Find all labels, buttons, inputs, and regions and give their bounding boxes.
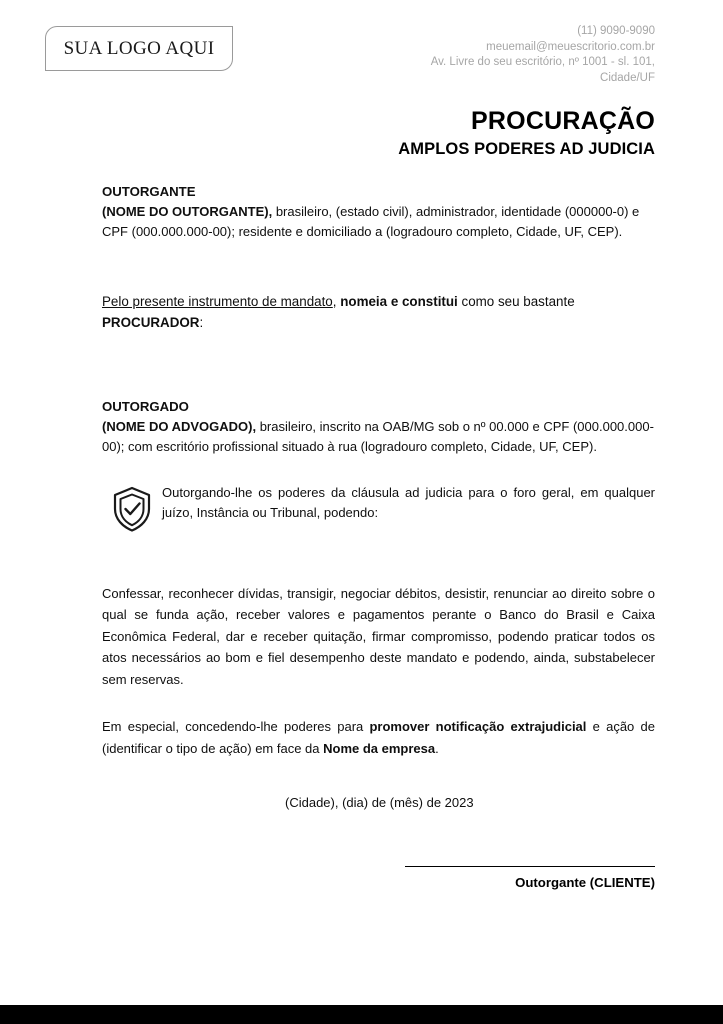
title-block [235,106,655,160]
spacer-after-grantor [102,242,655,278]
body-paragraph-2-part-3: . [435,740,439,756]
grantor-name: (NOME DO OUTORGANTE), [102,204,273,219]
appointment-tail: como seu bastante [457,294,575,310]
document-body [102,182,655,759]
document-subtitle: AMPLOS PODERES AD JUDICIA [398,140,655,158]
grantee-name: (NOME DO ADVOGADO), [102,418,257,434]
appointment-separator: , [332,294,341,310]
contact-address-line-1: Av. Livre do seu escritório, nº 1001 - sl. 101, [430,56,655,68]
appointment-role: PROCURADOR [102,315,200,331]
document-header [0,0,723,100]
spacer-extra-before-grantee [102,383,655,397]
signature-label: Outorgante (CLIENTE) [515,875,655,890]
office-contact-block [325,24,655,86]
logo-placeholder-text: SUA LOGO AQUI [63,37,215,59]
grantor-section-label: OUTORGANTE [102,184,196,199]
body-paragraph-2-part-1: Em especial, concedendo-lhe poderes para [102,719,370,735]
appointment-paragraph [102,291,655,333]
powers-clause-row [110,483,655,533]
spacer-between-paragraphs [102,690,655,716]
body-paragraph-2 [102,716,655,759]
spacer-after-grantee [102,457,655,483]
grantee-paragraph [102,417,655,457]
place-and-date: (Cidade), (dia) de (mês) de 2023 [285,795,474,810]
appointment-underlined-phrase: Pelo presente instrumento de mandato [102,294,333,310]
grantee-details: brasileiro, inscrito na OAB/MG sob o nº 00.000 e CPF (000.000.000-00); com escritório profissional situado à rua (logradouro completo, Cidade, UF, CEP). [102,418,654,454]
body-paragraph-2-bold-1: promover notificação extrajudicial [369,719,587,735]
body-paragraph-1: Confessar, reconhecer dívidas, transigir, negociar débitos, desistir, renunciar ao direito sobre o qual se funda ação, receber valores e pagamentos perante o Banco do Brasil e Caixa Econômica Federal, dar e receber quitação, firmar compromisso, podendo praticar todos os atos necessários ao bom e fiel desempenho deste mandato e podendo, ainda, substabelecer sem reservas. [102,585,655,687]
signature-block [405,866,655,890]
appointment-colon: : [199,315,204,331]
signature-line [405,866,655,867]
body-paragraph-2-bold-2: Nome da empresa [323,740,436,756]
spacer-extra-before-paragraph-1 [102,569,655,583]
grantor-paragraph [102,202,655,242]
contact-phone: (11) 9090-9090 [577,25,655,37]
appointment-bold-phrase: nomeia e constitui [340,294,458,310]
spacer-after-clause [102,533,655,569]
shield-check-icon [110,485,154,533]
body-paragraph-2-part-2: e ação de (identificar o tipo de ação) em face da [102,719,655,756]
grantor-details: brasileiro, (estado civil), administrador, identidade (000000-0) e CPF (000.000.000-00); residente e domiciliado a (logradouro completo, Cidade, UF, CEP). [102,204,640,239]
logo-placeholder-box[interactable] [45,26,233,71]
document-title: PROCURAÇÃO [471,107,655,135]
contact-address-line-2: Cidade/UF [600,71,655,84]
grantee-section-label: OUTORGADO [102,398,189,414]
powers-clause-text: Outorgando-lhe os poderes da cláusula ad judicia para o foro geral, em qualquer juízo, Instância ou Tribunal, podendo: [162,484,655,520]
contact-email: meuemail@meuescritorio.com.br [486,40,655,53]
spacer-after-appointment [102,347,655,383]
footer-bar [0,1005,723,1024]
